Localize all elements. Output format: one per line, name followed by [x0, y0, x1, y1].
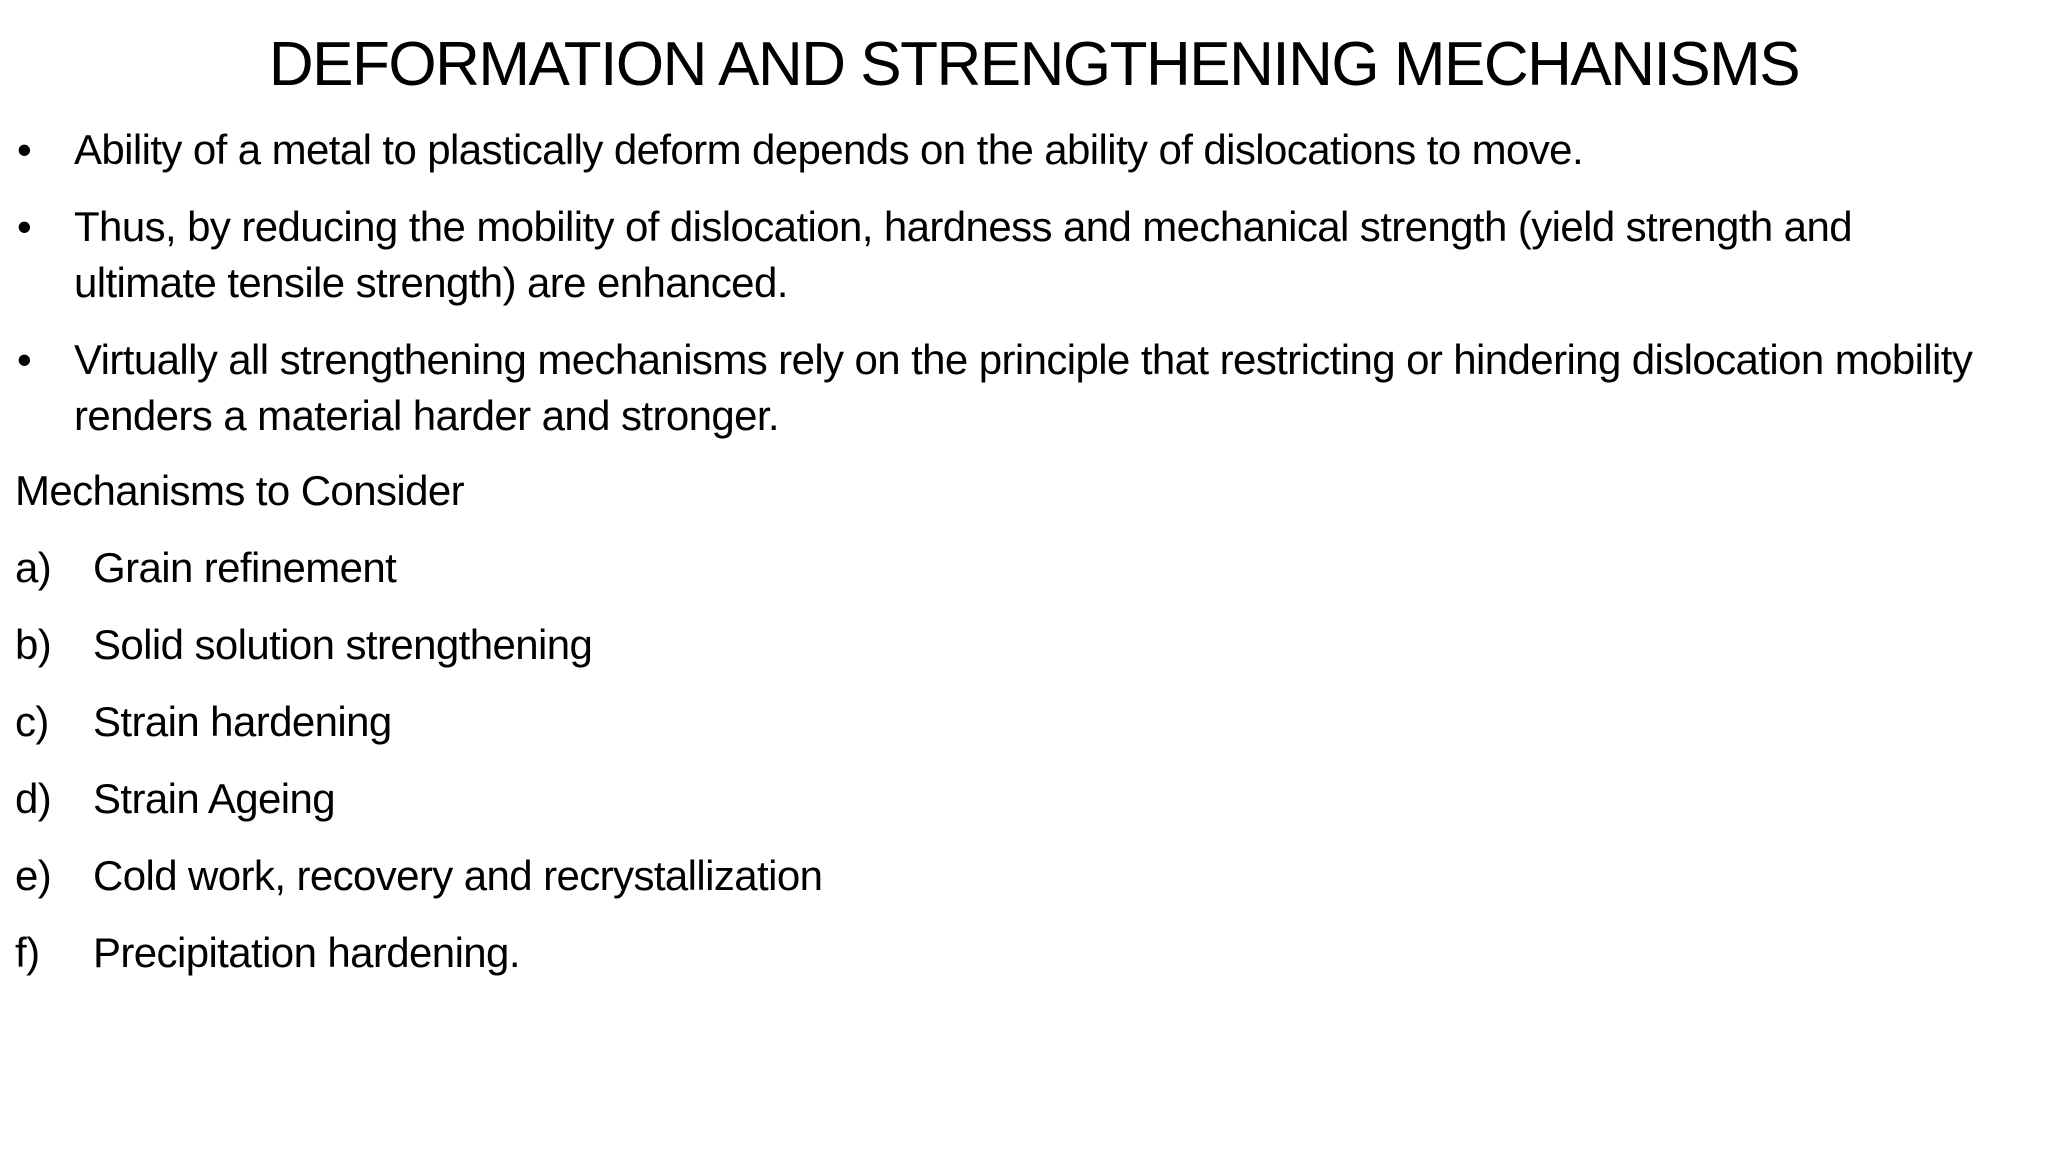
mechanism-label: Strain Ageing — [93, 775, 336, 822]
mechanism-marker: e) — [15, 852, 52, 899]
slide-title: DEFORMATION AND STRENGTHENING MECHANISMS — [268, 30, 1800, 99]
mechanism-marker: a) — [15, 544, 52, 591]
mechanism-label: Strain hardening — [93, 698, 392, 745]
mechanism-marker: d) — [15, 775, 52, 822]
mechanism-label: Grain refinement — [93, 544, 397, 591]
bullet-list — [15, 122, 2005, 465]
bullet-item — [15, 199, 2005, 311]
bullet-icon: • — [17, 336, 32, 383]
bullet-item — [15, 122, 2005, 178]
mechanism-label: Precipitation hardening. — [93, 929, 520, 976]
mechanism-marker: f) — [15, 929, 40, 976]
mechanisms-heading: Mechanisms to Consider — [15, 467, 464, 514]
bullet-text: Thus, by reducing the mobility of dislocation, hardness and mechanical strength (yield strength and ultimate tensile strength) are enhanced. — [74, 203, 1852, 306]
mechanism-marker: b) — [15, 621, 52, 668]
mechanism-marker: c) — [15, 698, 49, 745]
bullet-text: Ability of a metal to plastically deform depends on the ability of dislocations to move. — [74, 126, 1584, 173]
bullet-icon: • — [17, 203, 32, 250]
bullet-text: Virtually all strengthening mechanisms rely on the principle that restricting or hindering dislocation mobility renders a material harder and stronger. — [74, 336, 1973, 439]
bullet-item — [15, 332, 2005, 444]
bullet-icon: • — [17, 126, 32, 173]
mechanism-label: Cold work, recovery and recrystallization — [93, 852, 823, 899]
mechanism-label: Solid solution strengthening — [93, 621, 593, 668]
